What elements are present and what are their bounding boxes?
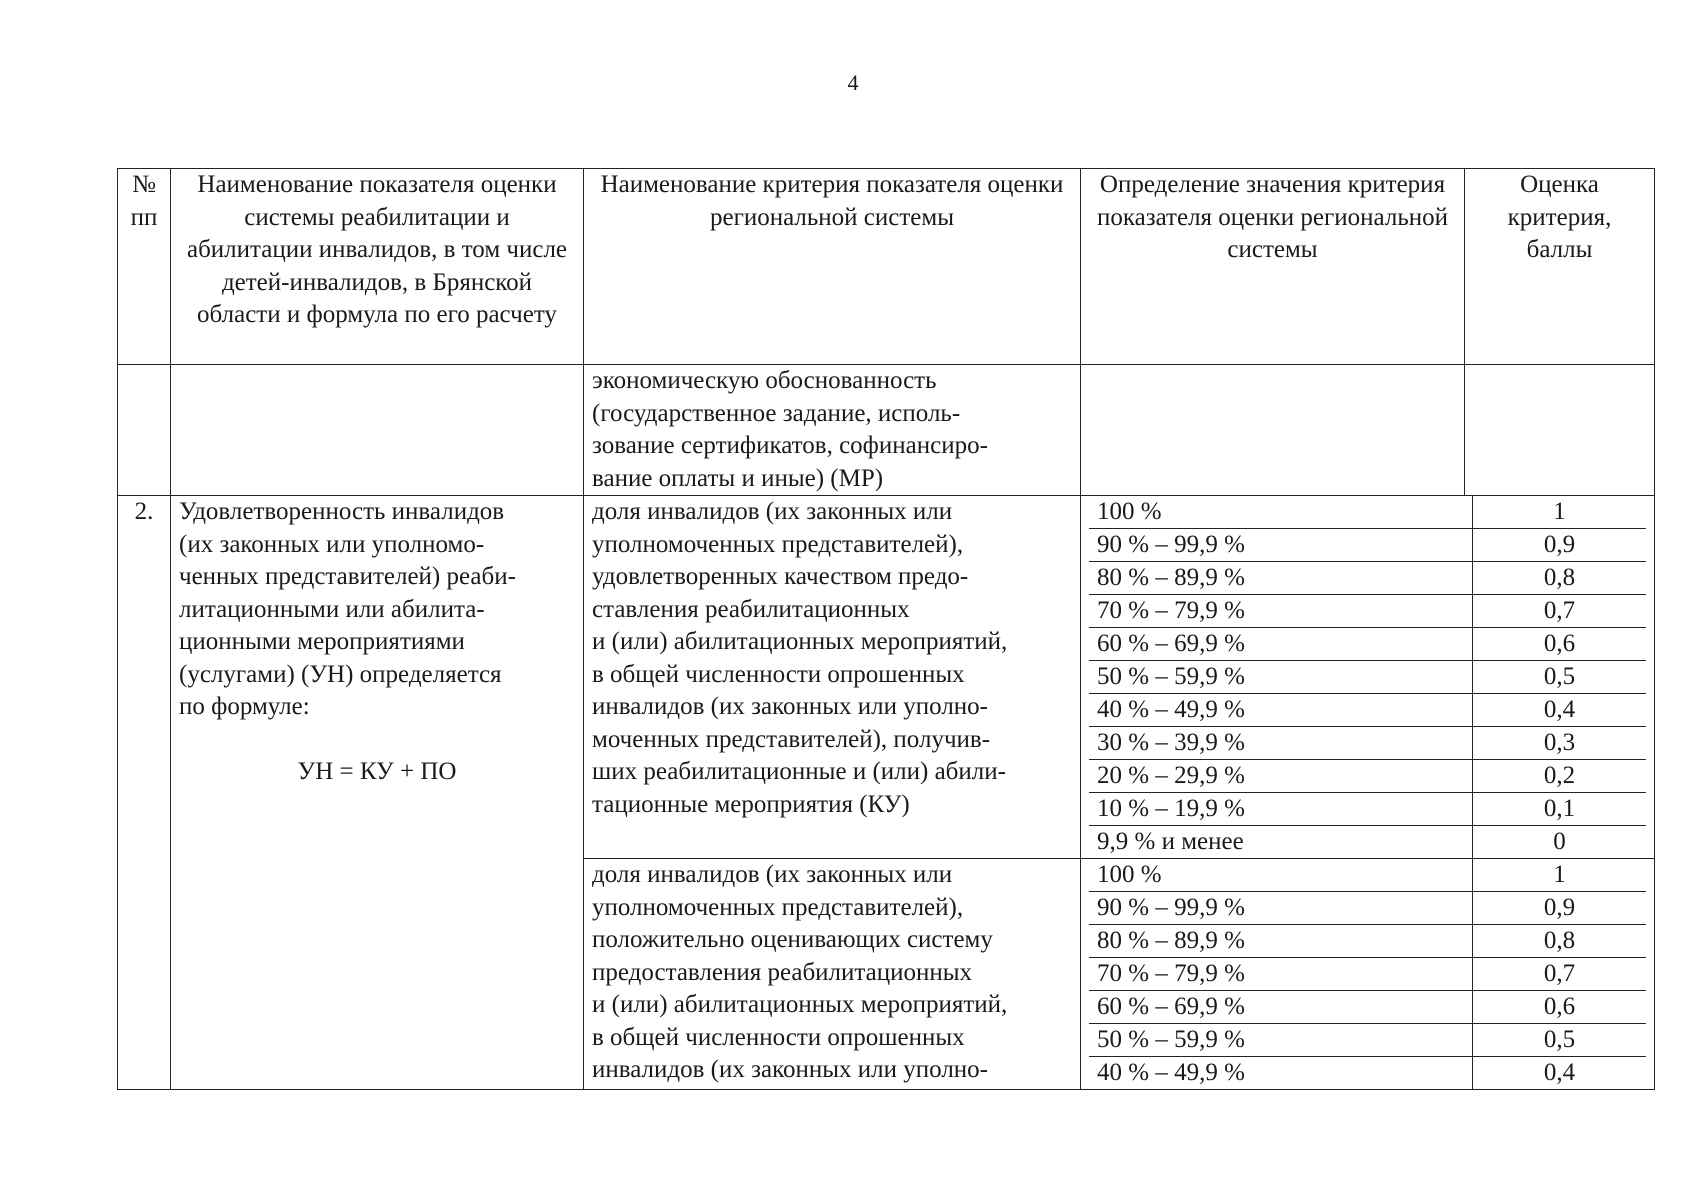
- criterion-ku: доля инвалидов (их законных или уполномоченных представителей), удовлетворенных качеством предо- ставления реабилитационных и (или) абилитационных мероприятий, в общей численности опрошенных инвалидов (их законных или уполно- моченных представителей), получив- ших реабилитационные и (или) абили- тационные мероприятия (КУ): [584, 496, 1081, 859]
- range-score: 0,4: [1473, 694, 1647, 727]
- range-label: 10 % – 19,9 %: [1089, 793, 1473, 826]
- range-score: 0,6: [1473, 628, 1647, 661]
- range-score: 0,9: [1473, 892, 1647, 925]
- header-definition: Определение значения критерия показателя оценки региональной системы: [1081, 169, 1465, 365]
- table-row-continuation: [118, 365, 1655, 496]
- range-score: 1: [1473, 496, 1647, 529]
- indicator-cell: [171, 496, 584, 1090]
- cell-empty: [1081, 365, 1465, 496]
- range-row: [1089, 826, 1646, 859]
- range-row: [1089, 925, 1646, 958]
- range-label: 9,9 % и менее: [1089, 826, 1473, 859]
- range-row: [1089, 760, 1646, 793]
- range-row: [1089, 892, 1646, 925]
- continuation-criterion: экономическую обоснованность (государственное задание, исполь- зование сертификатов, софинансиро- вание оплаты и иные) (МР): [584, 365, 1081, 496]
- range-row: [1089, 958, 1646, 991]
- indicator-text: Удовлетворенность инвалидов (их законных или уполномо- ченных представителей) реаби- литационными или абилита- ционными мероприятиями (услугами) (УН) определяется по формуле:: [179, 498, 516, 720]
- range-label: 80 % – 89,9 %: [1089, 925, 1473, 958]
- criterion-po: доля инвалидов (их законных или уполномоченных представителей), положительно оценивающих систему предоставления реабилитационных и (или) абилитационных мероприятий, в общей численности опрошенных инвалидов (их законных или уполно-: [584, 859, 1081, 1090]
- range-row: [1089, 1057, 1646, 1090]
- range-score: 0,5: [1473, 661, 1647, 694]
- range-label: 50 % – 59,9 %: [1089, 661, 1473, 694]
- formula: УН = КУ + ПО: [297, 757, 457, 785]
- range-label: 70 % – 79,9 %: [1089, 958, 1473, 991]
- range-score: 0,7: [1473, 595, 1647, 628]
- range-row: [1089, 1024, 1646, 1057]
- ranges-ku: [1081, 496, 1655, 859]
- range-score: 0,8: [1473, 925, 1647, 958]
- header-score: Оценка критерия, баллы: [1465, 169, 1655, 365]
- range-label: 60 % – 69,9 %: [1089, 628, 1473, 661]
- header-num: № пп: [118, 169, 171, 365]
- criteria-table: [117, 168, 1655, 1090]
- range-label: 60 % – 69,9 %: [1089, 991, 1473, 1024]
- cell-empty: [118, 365, 171, 496]
- range-score: 0,5: [1473, 1024, 1647, 1057]
- range-score: 0,3: [1473, 727, 1647, 760]
- range-score: 0,8: [1473, 562, 1647, 595]
- range-label: 90 % – 99,9 %: [1089, 892, 1473, 925]
- range-score: 0,6: [1473, 991, 1647, 1024]
- ranges-po: [1081, 859, 1655, 1090]
- range-label: 70 % – 79,9 %: [1089, 595, 1473, 628]
- range-score: 0,2: [1473, 760, 1647, 793]
- range-row: [1089, 661, 1646, 694]
- range-label: 100 %: [1089, 859, 1473, 892]
- range-label: 50 % – 59,9 %: [1089, 1024, 1473, 1057]
- cell-empty: [171, 365, 584, 496]
- range-row: [1089, 793, 1646, 826]
- range-label: 80 % – 89,9 %: [1089, 562, 1473, 595]
- header-indicator: Наименование показателя оценки системы реабилитации и абилитации инвалидов, в том числе детей-инвалидов, в Брянской области и формула по его расчету: [171, 169, 584, 365]
- range-row: [1089, 562, 1646, 595]
- range-row: [1089, 694, 1646, 727]
- range-row: [1089, 595, 1646, 628]
- table-header-row: [118, 169, 1655, 365]
- range-row: [1089, 991, 1646, 1024]
- range-row: [1089, 628, 1646, 661]
- row-number: 2.: [118, 496, 171, 1090]
- range-row: [1089, 727, 1646, 760]
- range-label: 100 %: [1089, 496, 1473, 529]
- range-row: [1089, 496, 1646, 529]
- ranges-table: [1089, 859, 1646, 1089]
- range-label: 40 % – 49,9 %: [1089, 694, 1473, 727]
- range-label: 20 % – 29,9 %: [1089, 760, 1473, 793]
- ranges-table: [1089, 496, 1646, 858]
- page-number: 4: [847, 70, 859, 95]
- range-score: 0,7: [1473, 958, 1647, 991]
- table-row-2: [118, 496, 1655, 859]
- range-score: 0,4: [1543, 1059, 1576, 1086]
- range-label: 30 % – 39,9 %: [1089, 727, 1473, 760]
- range-row: [1089, 859, 1646, 892]
- range-score: 0: [1553, 828, 1566, 855]
- range-score: 0,9: [1473, 529, 1647, 562]
- range-score: 1: [1473, 859, 1647, 892]
- range-score: 0,1: [1473, 793, 1647, 826]
- cell-empty: [1465, 365, 1655, 496]
- header-criterion: Наименование критерия показателя оценки региональной системы: [584, 169, 1081, 365]
- range-label: 40 % – 49,9 %: [1089, 1057, 1473, 1090]
- range-label: 90 % – 99,9 %: [1089, 529, 1473, 562]
- range-row: [1089, 529, 1646, 562]
